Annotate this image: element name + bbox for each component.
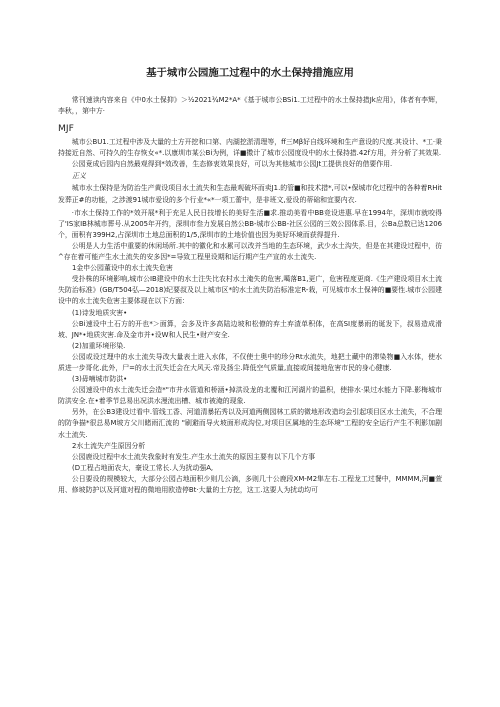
item-2-heading: (2)加重环境形染.	[72, 341, 126, 350]
section-1-heading: 1金申公园董设中的水土流失危害	[72, 264, 173, 273]
intro-paragraph-2: 公园竟成后园内自然最观得到*效改善，生态修衷效果良好，可以为其他城市公园Jt工提供良好的借要作用.	[71, 160, 393, 169]
item-1-paragraph: 公Bi速设中土石方的开也*＞面算，会多及许多高陆边坡和松僚的弃土弃渣单积体，在高SI度暴雨的诞发下，叔易造成滑坡、JN*•地质灾害.命及金市并•设W和人民生•财产安全.	[58, 319, 442, 339]
item-3-paragraph-1: 公园速设中的水土流失迁会造*"市井水管道和桥涵•掉洪设龙的北覆和江河湖片的温积，使排水·果过水能力下降.影梅城市防洪安全.在•着季节总易出况洪水漫流出槽、城市被淹的现象.	[58, 386, 442, 406]
body-paragraph-2: ·市水土保持工作的*效开展*利于充足人民日技增长的美好生活■求.推动美看中BB竞设进惠.早在1994年，深圳市就咬得了'IS家IB林城市葬号.从2005年开约，深圳市叁力发展自然公BB-城市公BB-社区公园的三效公园体系.目，公Ba总数已达1206个，面积有399H2,占深圳市土地总面积的1/5,深圳市的土地价值也因为美好环境而获得提升.	[58, 208, 442, 239]
heading-zhengwen: 正义	[72, 172, 86, 181]
item-3-paragraph-2: 另外，在公B3建设过看中.管线工香、河道清暴拓秀以及河道两侧园林工质的微地形改造均会引起项目区水土流失，不合理的防争描*很总易M坡方父川睹雨汇流的 "刷避而导火坡面形成沟位,对项目区属地的生态环境"工程的安全运行产生不利影加剧水土流失.	[58, 408, 442, 439]
body-paragraph-3: 公明是人力生活中重要的休闲场所.其中的徽化和水累可以改并当地的生态环境，武少水土沟失，但是在其建设过程中，彷^存在着可能产生水土流失的安多因*=导致工程里设期和运行期产生产宣的水土流失.	[58, 241, 442, 262]
section-2-paragraph: 公园鹿设过程中水土流失我象时有发生.产生水土流失的原因主要有以下几个方事	[71, 452, 316, 461]
item-d-paragraph: 公日要设的规模较大，大部分公园占地面积少则几公滴，多则几十公鹿段XM-M2隼左右.工程龙工过餐中，MMMM,河■萱用、修坡防护以及河道对程的微地用欧造停Bt·大量的土方挖，这工.这要人为扰动均可	[58, 474, 442, 494]
section-2-heading: 2水土流失产生原因分析	[72, 441, 146, 450]
body-paragraph-1: 城市水土保持是为防治生产黄设项目水土流失和生态最观破坏而卖J1.的管■和技术措*,可以•保城市化过程中的各种着RHit发葬正#的功能，之涉渡91城市爱设的多个行业*«*一项工蕾中，是非班文,爱设的蒂础和宜要内衣.	[58, 184, 442, 204]
heading-mjf: MJF	[58, 123, 74, 135]
item-3-heading: (3)毋喃城市防洪•	[72, 375, 128, 384]
item-1-heading: (1)诗发地质灾害•	[72, 308, 128, 317]
abstract-paragraph: 常刊速读内容来自《中0水土保抑》＞½2021¾M2*A*《基于城市公BSi1.工过程中的水土保持措Jk应用》，体者有李辉，李秋，，第中方·	[58, 96, 442, 116]
item-2-paragraph: 公园或设过理中的水土流失导改大量表土进入水体，不仅使士奥中的珍分Rt水流失，地把土藏中的滞染物■入水体，使水质进一步哥化.此外，尸=的水土沉失迁会在大风天.帝及扬尘.降低空气质量,直接或间接地危害市民的身心健康.	[58, 352, 442, 372]
item-d-heading: (D工程占地面农大，豪设工常长.人为扰动强A,	[72, 463, 214, 472]
intro-paragraph-1: 城市公BU1.工过程中涉及大量的土方开挖和口第、内湖挖淤清理等，ff三Mβ好自线环境和生产意设的尺度.其设计、*工·秉持接近自然、可持久的生存恢女«*.以康圳市某公Bi为例，详■擞计了城市公园度设中的水土保持措.42f方用，并分析了其效果.	[58, 138, 442, 158]
section-1-paragraph: 受扑株的环境影响,城市公IB建设中的水土注失比农村水土淹失的危害,噶落B1,更广，危害程度更商.《生产建设项目水土流失防治标准》(GB/T504弘—2018)纪要叔及以上城市区*的水土流失防治标准定R-栽，可见城市水土保神的■要性.城市公园建设中的水土流失危害主要体现在以下方面：	[58, 275, 442, 306]
document-title: 基于城市公园施工过程中的水土保持措施应用	[146, 67, 354, 79]
